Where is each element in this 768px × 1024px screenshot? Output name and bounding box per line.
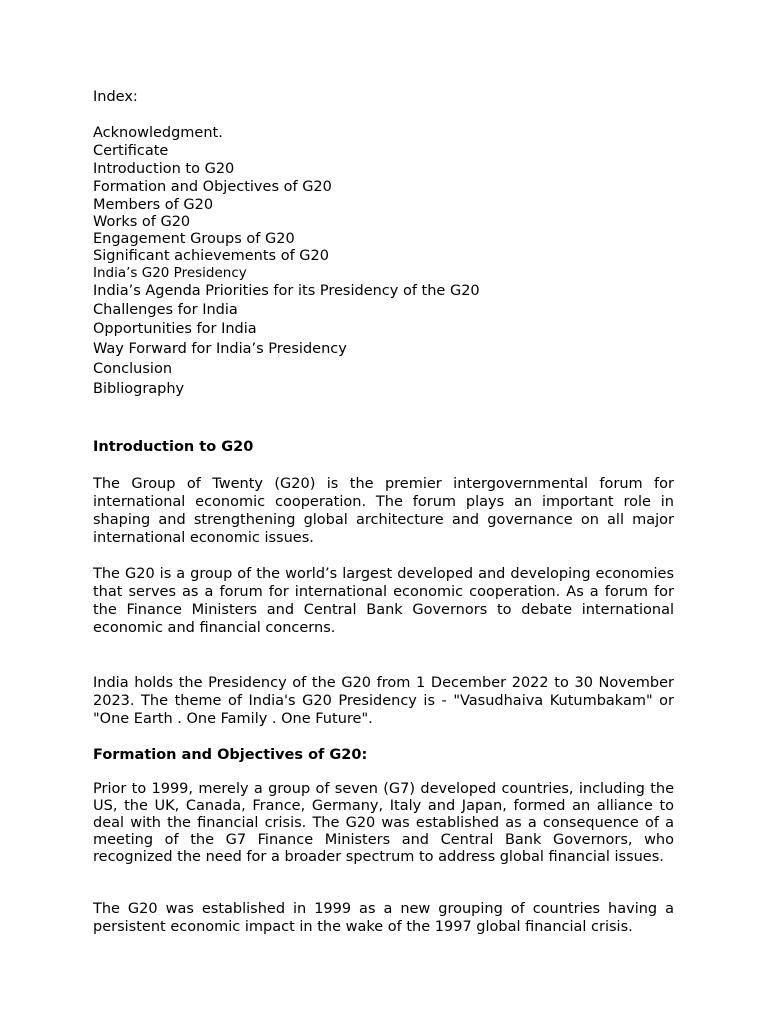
index-item: Bibliography (93, 381, 185, 397)
index-item: Way Forward for India’s Presidency (93, 341, 347, 357)
formation-paragraph-1: Prior to 1999, merely a group of seven (G7) developed countries, including the US, the UK, Canada, France, Germany, Italy and Japan, formed an alliance to deal with the financial crisis. The G20 was established as a consequence of a meeting of the G7 Finance Ministers and Central Bank Governors, who recognized the need for a broader spectrum to address global financial issues. (93, 781, 674, 865)
index-list (93, 124, 480, 399)
index-item: Opportunities for India (93, 321, 257, 337)
index-item: Conclusion (93, 361, 173, 377)
index-item: Works of G20 (93, 214, 191, 230)
intro-paragraph-2: The G20 is a group of the world’s largest developed and developing economies that serves as a forum for international economic cooperation. As a forum for the Finance Ministers and Central Bank Governors to debate international economic and financial concerns. (93, 566, 674, 636)
index-title: Index: (93, 89, 138, 105)
index-item: Challenges for India (93, 302, 238, 318)
index-item: Significant achievements of G20 (93, 248, 329, 264)
formation-paragraph-2: The G20 was established in 1999 as a new grouping of countries having a persistent economic impact in the wake of the 1997 global financial crisis. (93, 901, 674, 935)
index-item: India’s Agenda Priorities for its Presidency of the G20 (93, 283, 480, 299)
section-heading-formation: Formation and Objectives of G20: (93, 747, 368, 763)
index-item: Members of G20 (93, 197, 214, 213)
index-item: India’s G20 Presidency (93, 265, 247, 281)
index-item: Formation and Objectives of G20 (93, 179, 332, 195)
index-item: Engagement Groups of G20 (93, 231, 295, 247)
index-item: Acknowledgment. (93, 125, 223, 141)
intro-paragraph-1: The Group of Twenty (G20) is the premier intergovernmental forum for international economic cooperation. The forum plays an important role in shaping and strengthening global architecture and governance on all major international economic issues. (93, 476, 674, 546)
index-item: Certificate (93, 143, 169, 159)
section-heading-intro: Introduction to G20 (93, 439, 254, 455)
index-item: Introduction to G20 (93, 161, 235, 177)
intro-paragraph-3: India holds the Presidency of the G20 from 1 December 2022 to 30 November 2023. The theme of India's G20 Presidency is - "Vasudhaiva Kutumbakam" or "One Earth . One Family . One Future". (93, 675, 674, 727)
